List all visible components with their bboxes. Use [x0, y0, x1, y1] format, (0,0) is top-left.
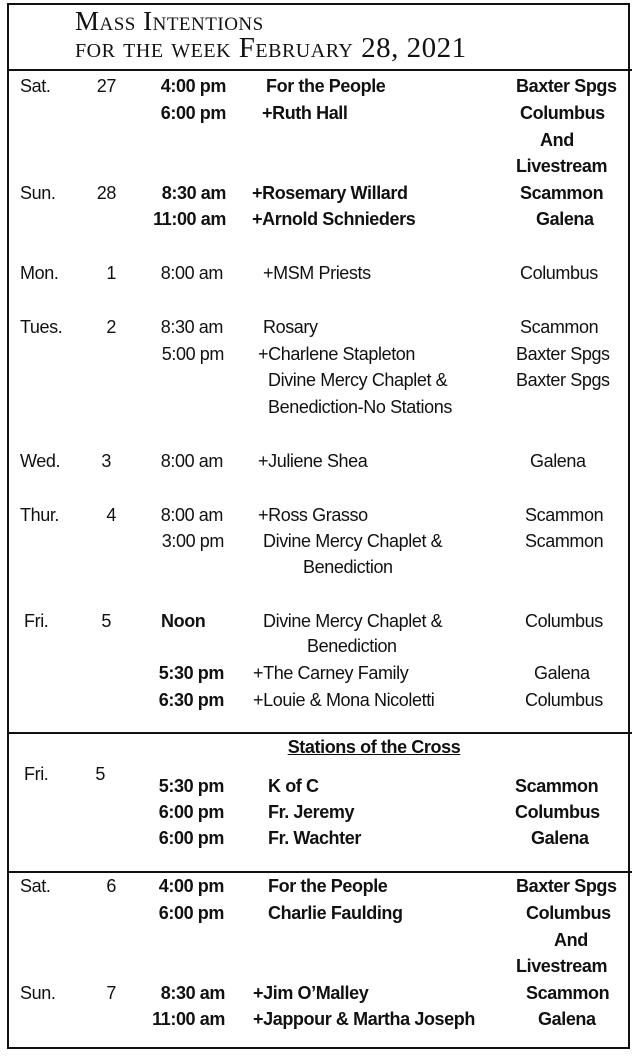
location: Baxter Spgs — [516, 370, 610, 390]
date: 28 — [96, 183, 116, 203]
intention: +Jim O’Malley — [253, 983, 369, 1003]
schedule-row — [0, 181, 639, 205]
schedule-row — [0, 688, 639, 712]
schedule-row — [0, 261, 639, 285]
intention: +MSM Priests — [263, 263, 371, 283]
stations-heading: Stations of the Cross — [287, 737, 461, 757]
location: Baxter Spgs — [516, 344, 610, 364]
intention: Charlie Faulding — [268, 903, 403, 923]
time: 6:30 pm — [158, 690, 224, 710]
schedule-row — [0, 555, 639, 579]
location: Scammon — [515, 776, 599, 796]
schedule-row — [0, 154, 639, 178]
intention: +The Carney Family — [253, 663, 409, 683]
schedule-row — [0, 1007, 639, 1031]
schedule-row — [0, 774, 639, 798]
intention: +Rosemary Willard — [252, 183, 408, 203]
day: Wed. — [20, 451, 61, 471]
schedule-row — [0, 529, 639, 553]
intention: Divine Mercy Chaplet & — [268, 370, 448, 390]
time: 5:00 pm — [161, 344, 224, 364]
date: 7 — [106, 983, 116, 1003]
date: 2 — [106, 317, 116, 337]
intention: For the People — [266, 76, 386, 96]
time: 6:00 pm — [158, 828, 224, 848]
location: Galena — [536, 209, 594, 229]
schedule-row — [0, 800, 639, 824]
day: Tues. — [20, 317, 63, 337]
schedule-row — [0, 128, 639, 152]
day: Sun. — [20, 183, 56, 203]
intention: +Ross Grasso — [258, 505, 368, 525]
day: Mon. — [20, 263, 59, 283]
schedule-row — [0, 315, 639, 339]
time: 8:30 am — [160, 983, 225, 1003]
location: Galena — [531, 828, 589, 848]
date: 6 — [106, 876, 116, 896]
location: Columbus — [525, 690, 603, 710]
location: Columbus — [525, 611, 603, 631]
intention: +Ruth Hall — [262, 103, 348, 123]
intention: For the People — [268, 876, 388, 896]
schedule-row — [0, 634, 639, 658]
leader: Fr. Jeremy — [268, 802, 355, 822]
time: 8:00 am — [160, 451, 223, 471]
location: Baxter Spgs — [516, 876, 617, 896]
leader: K of C — [268, 776, 319, 796]
title-line-2: for the week February 28, 2021 — [75, 32, 467, 64]
schedule-row — [0, 826, 639, 850]
schedule-row — [0, 74, 639, 98]
intention: +Louie & Mona Nicoletti — [253, 690, 435, 710]
day: Sat. — [20, 876, 51, 896]
time: 8:00 am — [160, 263, 223, 283]
divider — [7, 871, 632, 873]
location: And — [554, 930, 588, 950]
location: Scammon — [520, 183, 604, 203]
day: Fri. — [24, 764, 49, 784]
intention: +Jappour & Martha Joseph — [253, 1009, 475, 1029]
intention: +Arnold Schnieders — [252, 209, 416, 229]
location: Galena — [534, 663, 590, 683]
schedule-row — [0, 101, 639, 125]
location: Scammon — [520, 317, 599, 337]
location: Scammon — [526, 983, 610, 1003]
time: 6:00 pm — [160, 103, 226, 123]
location: Livestream — [516, 156, 608, 176]
location: Columbus — [520, 263, 598, 283]
location: Livestream — [516, 956, 608, 976]
schedule-row — [0, 368, 639, 392]
schedule-row — [0, 661, 639, 685]
schedule-row — [0, 342, 639, 366]
location: Columbus — [526, 903, 611, 923]
time: 5:30 pm — [158, 663, 224, 683]
time: 5:30 pm — [158, 776, 224, 796]
time: 8:30 am — [160, 317, 223, 337]
schedule-row — [0, 503, 639, 527]
schedule-row — [0, 207, 639, 231]
intention: Benediction — [307, 636, 397, 656]
intention: Benediction — [303, 557, 393, 577]
time: 8:00 am — [160, 505, 223, 525]
location: Columbus — [520, 103, 605, 123]
intention: Rosary — [263, 317, 318, 337]
divider — [7, 732, 632, 734]
time: 11:00 am — [152, 1009, 225, 1029]
divider — [7, 69, 632, 71]
date: 4 — [106, 505, 116, 525]
time: 6:00 pm — [158, 903, 224, 923]
date: 1 — [106, 263, 116, 283]
time: Noon — [161, 611, 206, 631]
schedule-row — [0, 395, 639, 419]
location: Scammon — [525, 505, 604, 525]
title-line-1: Mass Intentions — [75, 6, 264, 36]
schedule-row — [0, 901, 639, 925]
schedule-row — [0, 981, 639, 1005]
schedule-row — [0, 449, 639, 473]
time: 11:00 am — [153, 209, 226, 229]
time: 4:00 pm — [158, 876, 224, 896]
intention: Benediction-No Stations — [268, 397, 452, 417]
day: Sun. — [20, 983, 56, 1003]
location: And — [540, 130, 574, 150]
leader: Fr. Wachter — [268, 828, 361, 848]
schedule-row — [0, 609, 639, 633]
intention: +Juliene Shea — [258, 451, 368, 471]
time: 6:00 pm — [158, 802, 224, 822]
time: 4:00 pm — [160, 76, 226, 96]
location: Baxter Spgs — [516, 76, 617, 96]
schedule-row — [0, 874, 639, 898]
date: 5 — [101, 611, 111, 631]
date: 5 — [95, 764, 105, 784]
location: Galena — [530, 451, 586, 471]
time: 8:30 am — [161, 183, 226, 203]
day: Sat. — [20, 76, 51, 96]
time: 3:00 pm — [161, 531, 224, 551]
day: Fri. — [24, 611, 49, 631]
schedule-row — [0, 954, 639, 978]
date: 27 — [96, 76, 116, 96]
location: Scammon — [525, 531, 604, 551]
intention: Divine Mercy Chaplet & — [263, 531, 443, 551]
date: 3 — [101, 451, 111, 471]
intention: Divine Mercy Chaplet & — [263, 611, 443, 631]
intention: +Charlene Stapleton — [258, 344, 416, 364]
schedule-row — [0, 928, 639, 952]
location: Galena — [538, 1009, 596, 1029]
location: Columbus — [515, 802, 600, 822]
day: Thur. — [20, 505, 60, 525]
